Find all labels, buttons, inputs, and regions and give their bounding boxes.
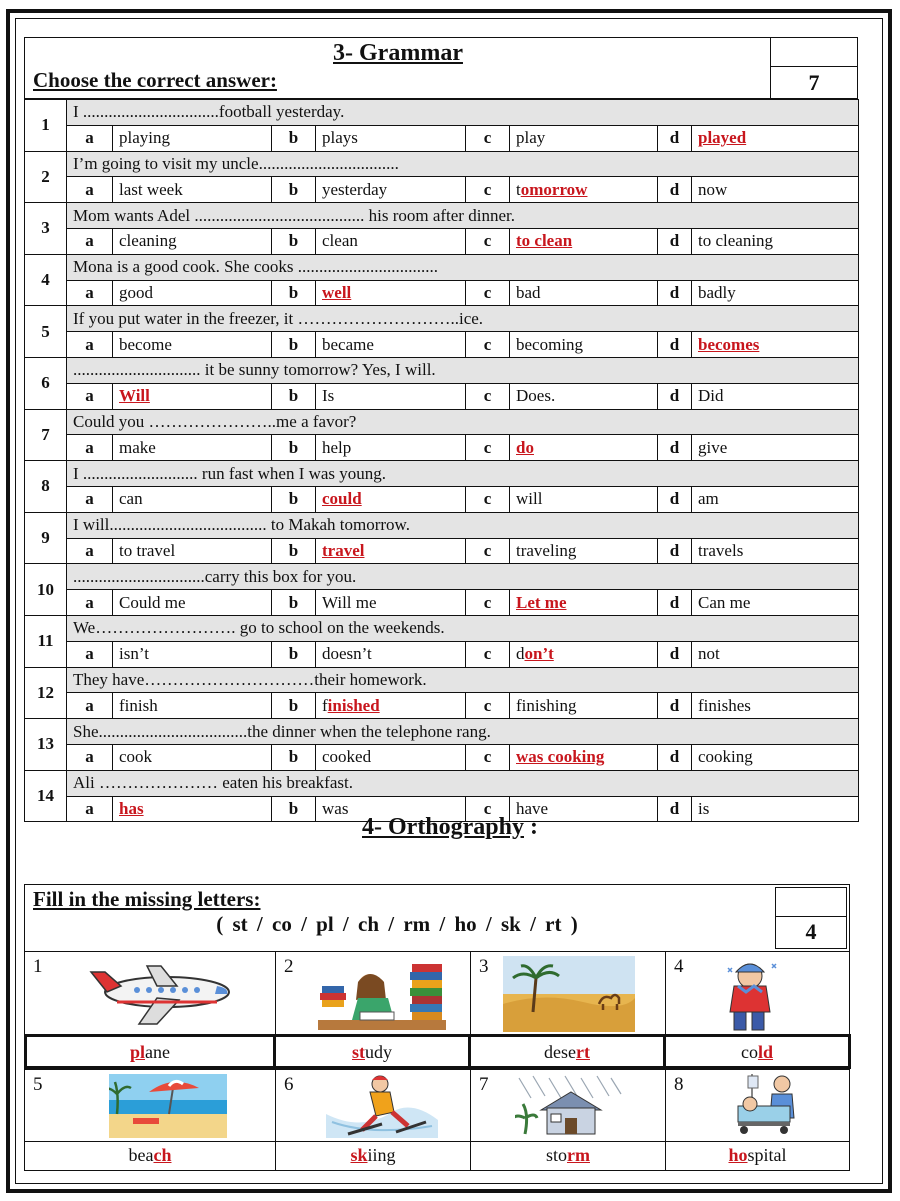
option-text: to clean bbox=[516, 231, 573, 251]
option-text: Does. bbox=[516, 386, 556, 406]
option-letter: c bbox=[466, 590, 510, 616]
option-answer[interactable] bbox=[510, 538, 658, 564]
option-text: not bbox=[698, 644, 720, 664]
option-letter: a bbox=[67, 280, 113, 306]
option-text-highlight: omorrow bbox=[520, 179, 588, 199]
option-answer[interactable] bbox=[510, 383, 658, 409]
option-letter: b bbox=[272, 177, 316, 203]
option-text: was cooking bbox=[516, 747, 605, 767]
option-correct-answer[interactable] bbox=[510, 228, 658, 254]
option-letter: c bbox=[466, 486, 510, 512]
option-letter: b bbox=[272, 590, 316, 616]
option-letter: a bbox=[67, 435, 113, 461]
grammar-instruction: Choose the correct answer: bbox=[33, 68, 277, 92]
option-answer[interactable] bbox=[692, 744, 859, 770]
grammar-score: 7 bbox=[808, 70, 820, 95]
word-prefix-letters: dese bbox=[544, 1042, 576, 1062]
question-row bbox=[25, 409, 859, 435]
option-correct-answer[interactable] bbox=[316, 693, 466, 719]
option-correct-answer[interactable] bbox=[316, 486, 466, 512]
option-text: cooking bbox=[698, 747, 753, 767]
option-correct-answer[interactable] bbox=[316, 538, 466, 564]
options-row bbox=[25, 125, 859, 151]
options-row bbox=[25, 744, 859, 770]
options-row bbox=[25, 590, 859, 616]
option-text: good bbox=[119, 282, 153, 302]
question-text: I ................................football yesterday. bbox=[67, 100, 859, 126]
option-text: became bbox=[322, 334, 374, 354]
question-text: .............................. it be sunny tomorrow? Yes, I will. bbox=[67, 357, 859, 383]
option-text: bad bbox=[516, 282, 541, 302]
orthography-title: 4- Orthography bbox=[362, 814, 524, 840]
option-text: give bbox=[698, 437, 728, 457]
option-answer[interactable] bbox=[510, 125, 658, 151]
option-letter: c bbox=[466, 435, 510, 461]
option-text: isn’t bbox=[119, 644, 149, 664]
option-answer[interactable] bbox=[113, 486, 272, 512]
option-letter: c bbox=[466, 641, 510, 667]
airplane-icon bbox=[87, 958, 247, 1028]
option-answer[interactable] bbox=[316, 641, 466, 667]
option-text: was bbox=[322, 798, 349, 818]
student-studying-icon bbox=[316, 956, 448, 1032]
options-row bbox=[25, 693, 859, 719]
option-letter: a bbox=[67, 383, 113, 409]
option-answer[interactable] bbox=[316, 332, 466, 358]
option-letter: d bbox=[658, 177, 692, 203]
option-letter: d bbox=[658, 693, 692, 719]
option-answer[interactable] bbox=[316, 744, 466, 770]
options-row bbox=[25, 280, 859, 306]
option-letter: a bbox=[67, 486, 113, 512]
option-text: Will bbox=[119, 386, 150, 406]
option-text: Could me bbox=[119, 592, 186, 612]
options-row bbox=[25, 332, 859, 358]
option-text: plays bbox=[322, 128, 358, 148]
desert-icon bbox=[503, 956, 635, 1032]
word-missing-letters: ld bbox=[757, 1042, 773, 1062]
option-letter: c bbox=[466, 177, 510, 203]
option-letter: a bbox=[67, 641, 113, 667]
word-missing-letters: ch bbox=[153, 1145, 172, 1165]
answer-word-box[interactable] bbox=[663, 1034, 851, 1069]
question-row bbox=[25, 770, 859, 796]
question-number: 8 bbox=[25, 461, 67, 513]
orthography-instruction: Fill in the missing letters: bbox=[33, 887, 261, 911]
question-number: 14 bbox=[25, 770, 67, 822]
option-correct-answer[interactable] bbox=[510, 744, 658, 770]
question-text: Mona is a good cook. She cooks ................................. bbox=[67, 254, 859, 280]
option-text: help bbox=[322, 437, 352, 457]
option-letter: d bbox=[658, 280, 692, 306]
option-letter: c bbox=[466, 796, 510, 822]
options-row bbox=[25, 177, 859, 203]
option-letter: d bbox=[658, 435, 692, 461]
option-answer[interactable] bbox=[316, 590, 466, 616]
option-answer[interactable] bbox=[316, 177, 466, 203]
options-row bbox=[25, 641, 859, 667]
question-row bbox=[25, 100, 859, 126]
option-letter: a bbox=[67, 125, 113, 151]
options-row bbox=[25, 486, 859, 512]
option-answer[interactable] bbox=[510, 332, 658, 358]
letter-options: ( st / co / pl / ch / rm / ho / sk / rt ) bbox=[216, 912, 578, 936]
option-answer[interactable] bbox=[113, 693, 272, 719]
option-answer[interactable] bbox=[692, 435, 859, 461]
word-remaining-letters: ane bbox=[145, 1042, 170, 1062]
option-letter: a bbox=[67, 332, 113, 358]
word-prefix-letters: co bbox=[740, 1042, 758, 1062]
option-letter: b bbox=[272, 486, 316, 512]
option-answer[interactable] bbox=[113, 538, 272, 564]
option-letter: a bbox=[67, 590, 113, 616]
question-text: Ali ………………… eaten his breakfast. bbox=[67, 770, 859, 796]
item-number: 7 bbox=[479, 1074, 489, 1095]
option-text: finishes bbox=[698, 695, 751, 715]
option-text-highlight: on’t bbox=[524, 644, 554, 664]
option-letter: a bbox=[67, 796, 113, 822]
option-text: playing bbox=[119, 128, 170, 148]
option-letter: c bbox=[466, 744, 510, 770]
option-answer[interactable] bbox=[113, 228, 272, 254]
option-answer[interactable] bbox=[510, 693, 658, 719]
picture-cell bbox=[470, 1069, 666, 1142]
item-number: 2 bbox=[284, 956, 294, 977]
option-text: becoming bbox=[516, 334, 584, 354]
grammar-question-table bbox=[24, 99, 859, 822]
option-answer[interactable] bbox=[692, 538, 859, 564]
storm-icon bbox=[515, 1074, 625, 1138]
options-row bbox=[25, 228, 859, 254]
option-letter: c bbox=[466, 228, 510, 254]
option-text: Will me bbox=[322, 592, 377, 612]
option-text: to travel bbox=[119, 540, 176, 560]
question-text: They have…………………………their homework. bbox=[67, 667, 859, 693]
option-text: cleaning bbox=[119, 231, 177, 251]
option-answer[interactable] bbox=[692, 693, 859, 719]
option-answer[interactable] bbox=[510, 280, 658, 306]
option-letter: b bbox=[272, 125, 316, 151]
word-missing-letters: rm bbox=[567, 1145, 590, 1165]
orthography-title-colon: : bbox=[524, 814, 538, 840]
option-text: make bbox=[119, 437, 156, 457]
option-text: Did bbox=[698, 386, 724, 406]
option-text: clean bbox=[322, 231, 358, 251]
question-number: 4 bbox=[25, 254, 67, 306]
option-letter: d bbox=[658, 641, 692, 667]
option-text: have bbox=[516, 798, 549, 818]
question-number: 2 bbox=[25, 151, 67, 203]
option-answer[interactable] bbox=[113, 744, 272, 770]
option-text: yesterday bbox=[322, 179, 388, 199]
question-row bbox=[25, 203, 859, 229]
option-text: cooked bbox=[322, 747, 372, 767]
option-text: Let me bbox=[516, 592, 567, 612]
option-text: can bbox=[119, 489, 143, 509]
option-letter: d bbox=[658, 383, 692, 409]
option-correct-answer[interactable] bbox=[692, 332, 859, 358]
option-answer[interactable] bbox=[113, 641, 272, 667]
option-text: Is bbox=[322, 386, 335, 406]
question-row bbox=[25, 151, 859, 177]
option-correct-answer[interactable] bbox=[510, 177, 658, 203]
option-answer[interactable] bbox=[113, 177, 272, 203]
option-letter: d bbox=[658, 486, 692, 512]
option-correct-answer[interactable] bbox=[510, 435, 658, 461]
option-answer[interactable] bbox=[113, 280, 272, 306]
option-text-prefix: t bbox=[516, 179, 521, 199]
skier-icon bbox=[322, 1072, 442, 1140]
question-row bbox=[25, 615, 859, 641]
question-number: 7 bbox=[25, 409, 67, 461]
option-letter: c bbox=[466, 125, 510, 151]
item-number: 4 bbox=[674, 956, 684, 977]
option-letter: b bbox=[272, 796, 316, 822]
option-text: travel bbox=[322, 540, 365, 560]
option-letter: b bbox=[272, 228, 316, 254]
picture-cell bbox=[665, 951, 850, 1035]
option-correct-answer[interactable] bbox=[113, 383, 272, 409]
answer-word-box[interactable] bbox=[470, 1141, 666, 1171]
option-letter: d bbox=[658, 228, 692, 254]
option-correct-answer[interactable] bbox=[510, 641, 658, 667]
option-letter: b bbox=[272, 538, 316, 564]
option-letter: d bbox=[658, 796, 692, 822]
option-letter: d bbox=[658, 332, 692, 358]
option-text: to cleaning bbox=[698, 231, 774, 251]
answer-word-box[interactable] bbox=[273, 1034, 471, 1069]
option-text: well bbox=[322, 282, 352, 302]
option-correct-answer[interactable] bbox=[510, 590, 658, 616]
question-number: 6 bbox=[25, 357, 67, 409]
question-row bbox=[25, 564, 859, 590]
question-text: Could you …………………..me a favor? bbox=[67, 409, 859, 435]
option-text: now bbox=[698, 179, 728, 199]
word-remaining-letters: iing bbox=[367, 1145, 396, 1165]
option-text: finish bbox=[119, 695, 158, 715]
beach-icon bbox=[109, 1074, 227, 1138]
answer-word-box[interactable] bbox=[275, 1141, 471, 1171]
option-answer[interactable] bbox=[113, 125, 272, 151]
option-letter: b bbox=[272, 744, 316, 770]
question-text: If you put water in the freezer, it ………………………..ice. bbox=[67, 306, 859, 332]
picture-cell bbox=[24, 951, 276, 1035]
option-text: will bbox=[516, 489, 543, 509]
word-missing-letters: ho bbox=[728, 1145, 748, 1165]
word-prefix-letters: sto bbox=[546, 1145, 568, 1165]
option-answer[interactable] bbox=[692, 641, 859, 667]
question-number: 3 bbox=[25, 203, 67, 255]
option-answer[interactable] bbox=[316, 383, 466, 409]
orthography-score-box bbox=[775, 887, 847, 949]
option-letter: d bbox=[658, 590, 692, 616]
options-row bbox=[25, 435, 859, 461]
item-number: 8 bbox=[674, 1074, 684, 1095]
option-letter: d bbox=[658, 538, 692, 564]
option-answer[interactable] bbox=[113, 590, 272, 616]
option-letter: b bbox=[272, 435, 316, 461]
option-text: do bbox=[516, 437, 534, 457]
options-row bbox=[25, 383, 859, 409]
question-row bbox=[25, 357, 859, 383]
question-row bbox=[25, 512, 859, 538]
question-number: 9 bbox=[25, 512, 67, 564]
word-missing-letters: st bbox=[352, 1042, 365, 1062]
option-text: become bbox=[119, 334, 172, 354]
question-text: I ........................... run fast when I was young. bbox=[67, 461, 859, 487]
option-letter: a bbox=[67, 177, 113, 203]
grammar-title: 3- Grammar bbox=[333, 40, 463, 66]
word-missing-letters: pl bbox=[130, 1042, 146, 1062]
option-correct-answer[interactable] bbox=[692, 125, 859, 151]
option-text: has bbox=[119, 798, 144, 818]
hospital-icon bbox=[736, 1074, 802, 1136]
word-remaining-letters: udy bbox=[365, 1042, 392, 1062]
option-letter: c bbox=[466, 693, 510, 719]
answer-word-box[interactable] bbox=[665, 1141, 850, 1171]
answer-word-box[interactable] bbox=[24, 1141, 276, 1171]
question-number: 13 bbox=[25, 719, 67, 771]
question-number: 1 bbox=[25, 100, 67, 152]
picture-cell bbox=[665, 1069, 850, 1142]
grammar-header bbox=[24, 37, 858, 99]
option-letter: c bbox=[466, 538, 510, 564]
option-text: Can me bbox=[698, 592, 751, 612]
question-row bbox=[25, 461, 859, 487]
option-answer[interactable] bbox=[316, 435, 466, 461]
word-prefix-letters: bea bbox=[128, 1145, 154, 1165]
option-letter: b bbox=[272, 641, 316, 667]
option-letter: b bbox=[272, 280, 316, 306]
option-answer[interactable] bbox=[692, 177, 859, 203]
option-letter: a bbox=[67, 538, 113, 564]
option-letter: a bbox=[67, 744, 113, 770]
option-letter: b bbox=[272, 693, 316, 719]
item-number: 6 bbox=[284, 1074, 294, 1095]
option-answer[interactable] bbox=[316, 228, 466, 254]
word-missing-letters: rt bbox=[576, 1042, 590, 1062]
option-letter: a bbox=[67, 228, 113, 254]
option-text: doesn’t bbox=[322, 644, 372, 664]
option-correct-answer[interactable] bbox=[316, 280, 466, 306]
word-remaining-letters: spital bbox=[747, 1145, 787, 1165]
picture-cell bbox=[275, 951, 471, 1035]
option-letter: d bbox=[658, 744, 692, 770]
item-number: 1 bbox=[33, 956, 43, 977]
option-answer[interactable] bbox=[692, 590, 859, 616]
question-row bbox=[25, 719, 859, 745]
option-text: play bbox=[516, 128, 546, 148]
option-text: becomes bbox=[698, 334, 760, 354]
option-text: played bbox=[698, 128, 747, 148]
question-number: 11 bbox=[25, 615, 67, 667]
question-text: ...............................carry this box for you. bbox=[67, 564, 859, 590]
question-number: 10 bbox=[25, 564, 67, 616]
options-row bbox=[25, 538, 859, 564]
option-text-prefix: f bbox=[322, 695, 328, 715]
option-text: last week bbox=[119, 179, 183, 199]
option-answer[interactable] bbox=[692, 383, 859, 409]
option-text-prefix: d bbox=[516, 644, 525, 664]
question-row bbox=[25, 254, 859, 280]
option-answer[interactable] bbox=[113, 435, 272, 461]
option-letter: d bbox=[658, 125, 692, 151]
option-text-highlight: inished bbox=[327, 695, 380, 715]
option-text: could bbox=[322, 489, 362, 509]
orthography-title-line bbox=[0, 814, 900, 841]
option-text: am bbox=[698, 489, 719, 509]
option-letter: c bbox=[466, 280, 510, 306]
picture-cell bbox=[24, 1069, 276, 1142]
option-letter: b bbox=[272, 332, 316, 358]
question-number: 12 bbox=[25, 667, 67, 719]
picture-cell bbox=[470, 951, 666, 1035]
option-letter: c bbox=[466, 383, 510, 409]
option-answer[interactable] bbox=[692, 228, 859, 254]
orthography-score: 4 bbox=[805, 919, 817, 944]
option-letter: b bbox=[272, 383, 316, 409]
word-missing-letters: sk bbox=[350, 1145, 368, 1165]
option-answer[interactable] bbox=[316, 125, 466, 151]
question-row bbox=[25, 306, 859, 332]
question-text: We……………………. go to school on the weekends. bbox=[67, 615, 859, 641]
option-text: traveling bbox=[516, 540, 577, 560]
option-text: badly bbox=[698, 282, 736, 302]
answer-word-box[interactable] bbox=[468, 1034, 666, 1069]
question-text: Mom wants Adel ........................................ his room after dinner. bbox=[67, 203, 859, 229]
option-answer[interactable] bbox=[113, 332, 272, 358]
question-text: I will..................................... to Makah tomorrow. bbox=[67, 512, 859, 538]
option-text: finishing bbox=[516, 695, 577, 715]
question-row bbox=[25, 667, 859, 693]
option-answer[interactable] bbox=[510, 486, 658, 512]
orthography-header bbox=[24, 884, 850, 952]
option-letter: c bbox=[466, 332, 510, 358]
option-letter: a bbox=[67, 693, 113, 719]
option-answer[interactable] bbox=[692, 486, 859, 512]
picture-cell bbox=[275, 1069, 471, 1142]
option-text: travels bbox=[698, 540, 744, 560]
grammar-score-box bbox=[770, 38, 857, 98]
question-text: I’m going to visit my uncle................................. bbox=[67, 151, 859, 177]
option-text: is bbox=[698, 798, 710, 818]
item-number: 5 bbox=[33, 1074, 43, 1095]
cold-person-icon bbox=[722, 956, 784, 1034]
question-number: 5 bbox=[25, 306, 67, 358]
option-text: cook bbox=[119, 747, 153, 767]
answer-word-box[interactable] bbox=[24, 1034, 276, 1069]
option-answer[interactable] bbox=[692, 280, 859, 306]
item-number: 3 bbox=[479, 956, 489, 977]
question-text: She...................................the dinner when the telephone rang. bbox=[67, 719, 859, 745]
